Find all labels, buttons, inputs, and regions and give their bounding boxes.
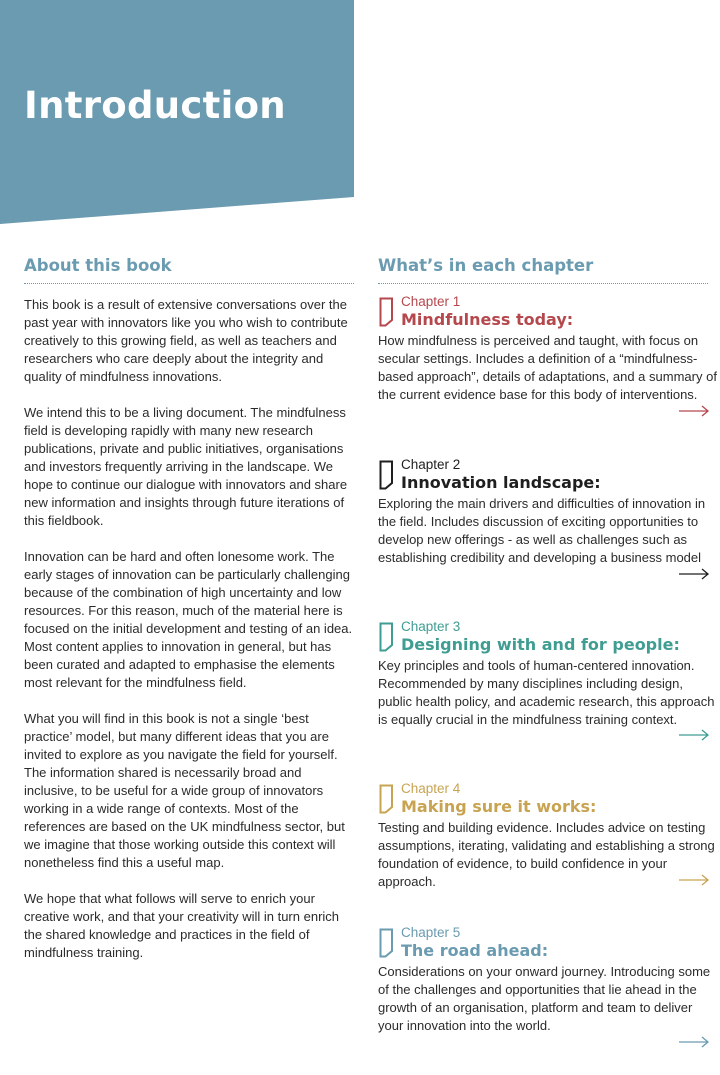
about-section — [24, 256, 354, 980]
chapter-1[interactable] — [378, 294, 720, 404]
about-paragraph-4: What you will find in this book is not a single ‘best practice’ model, but many different ideas that you are invited to explore as you navigate the field for yourself. The information shared is necessarily broad and inclusive, to be useful for a wide group of innovators working in a wide range of contexts. Most of the references are based on the UK mindfulness sector, but we imagine that those working outside this context will nonetheless find this a useful map. — [24, 711, 345, 870]
chapter-2[interactable] — [378, 457, 720, 567]
bookmark-icon — [378, 622, 394, 652]
chapter-2-title: Innovation landscape: — [401, 473, 601, 492]
arrow-right-icon[interactable] — [678, 1036, 710, 1048]
chapter-2-description: Exploring the main drivers and difficulties of innovation in the field. Includes discussion of exciting opportunities to develop new offerings - as well as challenges such as establishing credibility and developing a business model — [378, 496, 706, 565]
chapter-5-title: The road ahead: — [401, 941, 549, 960]
chapter-2-number: Chapter 2 — [401, 457, 461, 472]
chapter-3[interactable] — [378, 619, 720, 729]
arrow-right-icon[interactable] — [678, 568, 710, 580]
about-body — [24, 296, 354, 962]
arrow-right-icon[interactable] — [678, 729, 710, 741]
chapter-3-number: Chapter 3 — [401, 619, 461, 634]
chapters-heading: What’s in each chapter — [378, 256, 708, 284]
chapter-3-description: Key principles and tools of human-centered innovation. Recommended by many disciplines including design, public health policy, and academic research, this approach is equally crucial in the mindfulness training context. — [378, 658, 715, 727]
chapter-1-description: How mindfulness is perceived and taught, with focus on secular settings. Includes a definition of a “mindfulness-based approach”, details of adaptations, and a summary of the current evidence base for this body of interventions. — [378, 333, 717, 402]
chapter-1-title: Mindfulness today: — [401, 310, 574, 329]
bookmark-icon — [378, 297, 394, 327]
chapter-5-number: Chapter 5 — [401, 925, 461, 940]
chapter-5[interactable] — [378, 925, 720, 1035]
bookmark-icon — [378, 784, 394, 814]
chapter-4-title: Making sure it works: — [401, 797, 597, 816]
about-paragraph-3: Innovation can be hard and often lonesome work. The early stages of innovation can be particularly challenging because of the combination of high uncertainty and low resources. For this reason, much of the material here is focused on the initial development and testing of an idea. Most content applies to innovation in general, but has been curated and adapted to emphasise the elements most relevant for the mindfulness field. — [24, 549, 353, 690]
page-title: Introduction — [24, 84, 286, 127]
bookmark-icon — [378, 928, 394, 958]
arrow-right-icon[interactable] — [678, 874, 710, 886]
about-paragraph-2: We intend this to be a living document. The mindfulness field is developing rapidly with many new research publications, private and public initiatives, organisations and investors frequently arriving in the landscape. We hope to continue our dialogue with innovators and share new information and insights through future iterations of this fieldbook. — [24, 405, 348, 528]
bookmark-icon — [378, 460, 394, 490]
about-paragraph-5: We hope that what follows will serve to enrich your creative work, and that your creativity will in turn enrich the shared knowledge and practices in the field of mindfulness training. — [24, 891, 340, 960]
chapter-4[interactable] — [378, 781, 720, 891]
chapters-section — [378, 256, 717, 1033]
chapter-5-description: Considerations on your onward journey. Introducing some of the challenges and opportunities that lie ahead in the growth of an organisation, platform and team to deliver your innovation into the world. — [378, 964, 711, 1033]
chapter-3-title: Designing with and for people: — [401, 635, 680, 654]
chapter-4-number: Chapter 4 — [401, 781, 461, 796]
about-heading: About this book — [24, 256, 354, 284]
chapter-1-number: Chapter 1 — [401, 294, 461, 309]
arrow-right-icon[interactable] — [678, 405, 710, 417]
about-paragraph-1: This book is a result of extensive conversations over the past year with innovators like you who wish to contribute creatively to this growing field, as well as teachers and researchers who care deeply about the integrity and quality of mindfulness innovations. — [24, 297, 348, 384]
chapter-4-description: Testing and building evidence. Includes advice on testing assumptions, iterating, validating and establishing a strong foundation of evidence, to build confidence in your approach. — [378, 820, 715, 889]
